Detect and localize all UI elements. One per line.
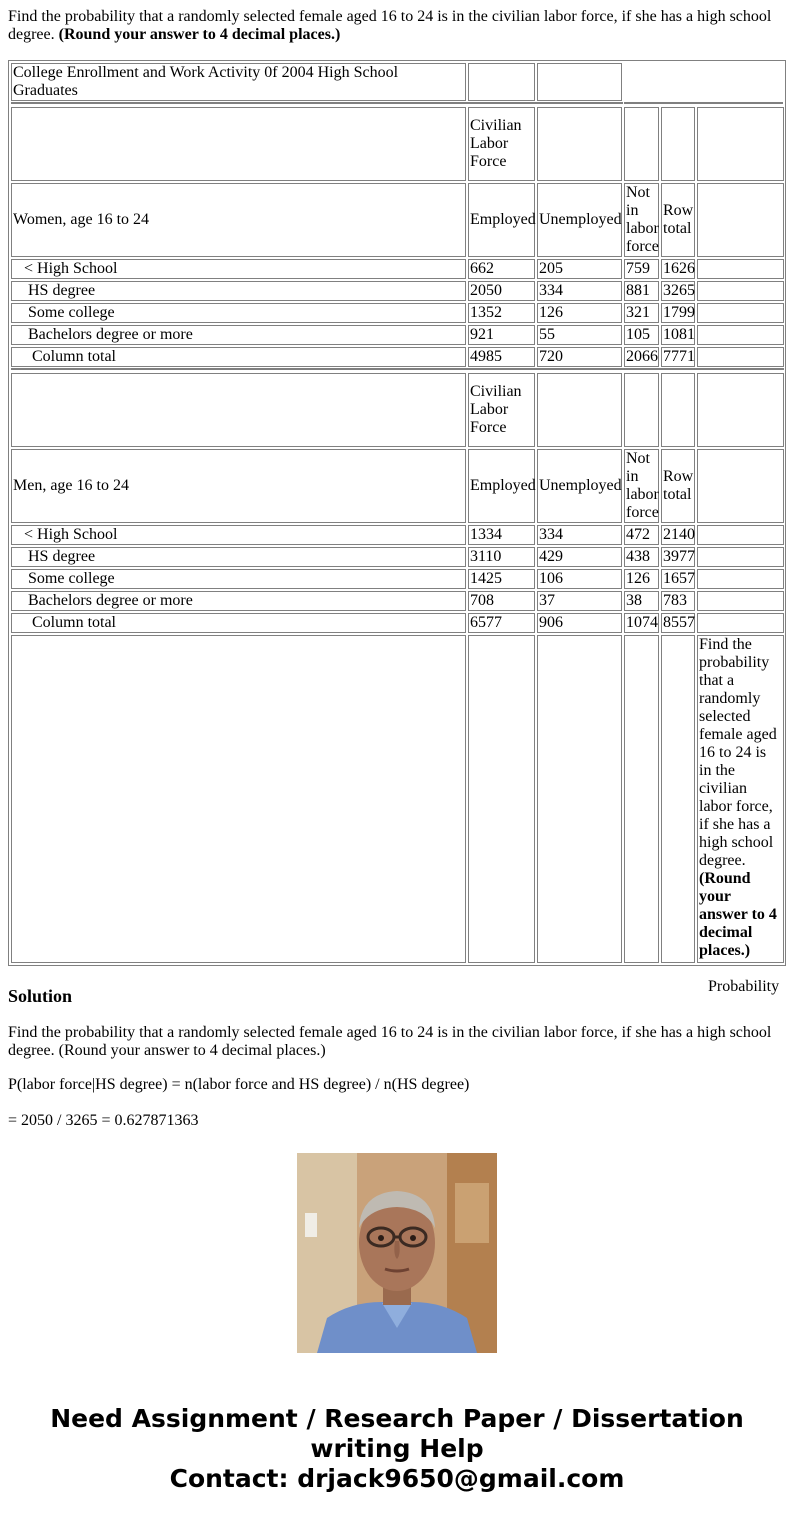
empty-cell bbox=[697, 547, 784, 567]
empty-cell bbox=[697, 259, 784, 279]
civilian-labor-force-header bbox=[468, 373, 535, 447]
table-cell-row-total: 3977 bbox=[663, 548, 695, 565]
civilian-labor-force-label: Civilian Labor Force bbox=[470, 383, 522, 436]
col-unemployed-header: Unemployed bbox=[537, 183, 622, 257]
women-section-title: Women, age 16 to 24 bbox=[11, 183, 466, 257]
row-label: Column total bbox=[11, 347, 466, 367]
row-label: Some college bbox=[11, 303, 466, 323]
table-cell-unemployed: 126 bbox=[537, 303, 622, 323]
col-row-total-header bbox=[661, 449, 695, 523]
empty-cell bbox=[661, 107, 695, 181]
table-cell-not-in-labor: 105 bbox=[624, 325, 659, 345]
table-cell-row-total: 1626 bbox=[663, 260, 695, 277]
empty-cell bbox=[697, 325, 784, 345]
men-section-title: Men, age 16 to 24 bbox=[11, 449, 466, 523]
table-cell-employed: 921 bbox=[468, 325, 535, 345]
table-cell-unemployed: 37 bbox=[537, 591, 622, 611]
table-cell-unemployed: 106 bbox=[537, 569, 622, 589]
table-cell-not-in-labor: 38 bbox=[624, 591, 659, 611]
col-not-in-labor-label: Not in labor force bbox=[626, 184, 659, 255]
empty-cell bbox=[537, 107, 622, 181]
table-cell-row-total: 8557 bbox=[663, 614, 695, 631]
table-cell-unemployed: 429 bbox=[537, 547, 622, 567]
table-cell-employed: 4985 bbox=[468, 347, 535, 367]
empty-cell bbox=[624, 373, 659, 447]
empty-cell bbox=[697, 613, 784, 633]
table-caption: College Enrollment and Work Activity 0f 2004 High School Graduates bbox=[11, 63, 466, 101]
table-cell-employed: 708 bbox=[468, 591, 535, 611]
col-row-total-label: Row total bbox=[663, 468, 694, 503]
question-rounding-note: (Round your answer to 4 decimal places.) bbox=[58, 26, 341, 43]
table-cell-unemployed: 906 bbox=[537, 613, 622, 633]
table-cell-unemployed: 334 bbox=[537, 281, 622, 301]
table-cell-unemployed: 55 bbox=[537, 325, 622, 345]
table-cell-employed: 1352 bbox=[468, 303, 535, 323]
probability-label: Probability bbox=[708, 978, 780, 995]
empty-cell bbox=[697, 449, 784, 523]
solution-formula: P(labor force|HS degree) = n(labor force and HS degree) / n(HS degree) bbox=[8, 1076, 470, 1093]
table-cell-unemployed: 334 bbox=[537, 525, 622, 545]
row-label: < High School bbox=[11, 259, 466, 279]
empty-cell bbox=[537, 63, 622, 101]
table-cell-employed: 6577 bbox=[468, 613, 535, 633]
side-note-text: Find the probability that a randomly selected female aged 16 to 24 is in the civilian labor force, if she has a high school degree. bbox=[699, 636, 777, 869]
empty-cell bbox=[697, 183, 784, 257]
empty-cell bbox=[11, 635, 466, 963]
table-cell-employed: 1334 bbox=[468, 525, 535, 545]
question-text bbox=[8, 8, 786, 44]
empty-cell bbox=[11, 107, 466, 181]
table-cell-row-total: 3265 bbox=[663, 282, 695, 299]
col-not-in-labor-header bbox=[624, 449, 659, 523]
col-employed-header: Employed bbox=[468, 449, 535, 523]
col-not-in-labor-label: Not in labor force bbox=[626, 450, 659, 521]
empty-cell bbox=[537, 373, 622, 447]
solution-result: = 2050 / 3265 = 0.627871363 bbox=[8, 1112, 199, 1129]
empty-cell bbox=[697, 281, 784, 301]
row-label: < High School bbox=[11, 525, 466, 545]
empty-cell bbox=[537, 635, 622, 963]
table-cell-not-in-labor: 759 bbox=[624, 259, 659, 279]
table-cell-row-total: 1799 bbox=[663, 304, 695, 321]
table-cell-not-in-labor: 881 bbox=[624, 281, 659, 301]
empty-cell bbox=[624, 635, 659, 963]
table-cell-employed: 2050 bbox=[468, 281, 535, 301]
table-cell-not-in-labor: 126 bbox=[624, 569, 659, 589]
table-cell-row-total: 7771 bbox=[663, 348, 695, 365]
table-cell-not-in-labor: 321 bbox=[624, 303, 659, 323]
col-not-in-labor-header bbox=[624, 183, 659, 257]
col-row-total-header bbox=[661, 183, 695, 257]
empty-cell bbox=[697, 569, 784, 589]
table-cell-row-total: 2140 bbox=[663, 526, 695, 543]
empty-cell bbox=[661, 635, 695, 963]
side-note-cell bbox=[697, 635, 784, 995]
col-employed-header: Employed bbox=[468, 183, 535, 257]
row-label: HS degree bbox=[11, 281, 466, 301]
col-unemployed-header: Unemployed bbox=[537, 449, 622, 523]
table-cell-employed: 1425 bbox=[468, 569, 535, 589]
footer-cta: Need Assignment / Research Paper / Dissertation writing Help bbox=[50, 1404, 744, 1463]
empty-cell bbox=[697, 373, 784, 447]
empty-cell bbox=[697, 107, 784, 181]
empty-cell bbox=[468, 635, 535, 963]
row-label: Bachelors degree or more bbox=[11, 325, 466, 345]
empty-cell bbox=[11, 373, 466, 447]
row-label: Bachelors degree or more bbox=[11, 591, 466, 611]
question-body: Find the probability that a randomly selected female aged 16 to 24 is in the civilian labor force, if she has a high school degree. bbox=[8, 8, 772, 43]
empty-cell bbox=[661, 373, 695, 447]
footer-contact[interactable]: Contact: drjack9650@gmail.com bbox=[169, 1464, 625, 1493]
empty-cell bbox=[697, 303, 784, 323]
table-cell-not-in-labor: 438 bbox=[624, 547, 659, 567]
side-note-rounding: (Round your answer to 4 decimal places.) bbox=[699, 870, 777, 959]
solution-restated: Find the probability that a randomly selected female aged 16 to 24 is in the civilian labor force, if she has a high school degree. (Round your answer to 4 decimal places.) bbox=[8, 1024, 772, 1059]
empty-cell bbox=[697, 591, 784, 611]
author-portrait-icon bbox=[297, 1153, 497, 1353]
row-label: HS degree bbox=[11, 547, 466, 567]
table-cell-employed: 662 bbox=[468, 259, 535, 279]
table-cell-row-total: 1081 bbox=[663, 326, 695, 343]
data-table bbox=[8, 60, 786, 995]
table-cell-unemployed: 720 bbox=[537, 347, 622, 367]
table-cell-not-in-labor: 472 bbox=[624, 525, 659, 545]
row-label: Column total bbox=[11, 613, 466, 633]
author-photo bbox=[297, 1153, 497, 1353]
table-cell-not-in-labor: 1074 bbox=[626, 614, 658, 631]
empty-cell bbox=[468, 63, 535, 101]
table-cell-not-in-labor: 2066 bbox=[626, 348, 658, 365]
table-cell-row-total: 783 bbox=[661, 591, 695, 611]
section-divider bbox=[11, 368, 784, 370]
civilian-labor-force-label: Civilian Labor Force bbox=[470, 117, 522, 170]
empty-cell bbox=[697, 525, 784, 545]
row-divider bbox=[11, 102, 623, 104]
col-row-total-label: Row total bbox=[663, 202, 694, 237]
empty-cell bbox=[697, 347, 784, 367]
row-divider bbox=[624, 102, 783, 104]
solution-result-clip bbox=[8, 1112, 408, 1129]
table-cell-employed: 3110 bbox=[468, 547, 535, 567]
civilian-labor-force-header bbox=[468, 107, 535, 181]
table-cell-unemployed: 205 bbox=[537, 259, 622, 279]
table-cell-row-total: 1657 bbox=[663, 570, 695, 587]
empty-cell bbox=[624, 107, 659, 181]
solution-heading: Solution bbox=[8, 986, 73, 1006]
row-label: Some college bbox=[11, 569, 466, 589]
